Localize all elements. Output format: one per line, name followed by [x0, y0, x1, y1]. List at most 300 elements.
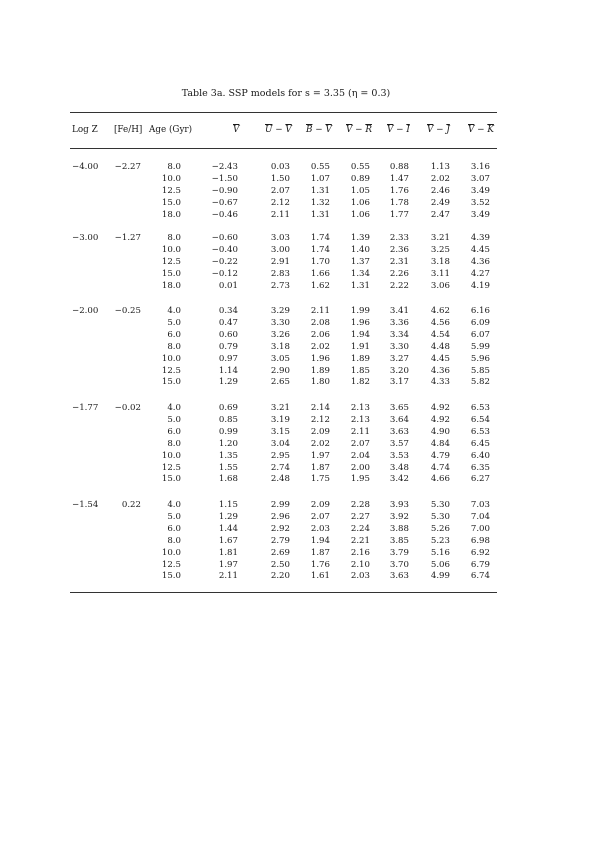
cell-u-v: 3.26 — [270, 329, 290, 340]
cell-v-r: 2.21 — [350, 535, 370, 546]
cell-v: −0.46 — [211, 209, 238, 220]
cell-feh: −0.02 — [114, 403, 141, 413]
cell-v-r: 1.91 — [350, 341, 370, 352]
cell-v-r: 2.13 — [350, 414, 370, 425]
cell-v: 1.68 — [218, 474, 238, 485]
cell-v: 1.29 — [218, 377, 238, 388]
cell-age: 8.0 — [167, 233, 181, 243]
table-row — [0, 186, 596, 198]
header-logz: Log Z — [72, 125, 98, 135]
cell-v-j: 5.16 — [430, 547, 450, 558]
cell-age: 8.0 — [167, 438, 181, 449]
cell-v-i: 3.65 — [389, 403, 409, 413]
cell-feh: −1.27 — [114, 233, 141, 243]
cell-v-j: 4.45 — [430, 353, 450, 364]
header-rule — [70, 148, 497, 149]
cell-u-v: 3.30 — [270, 317, 290, 328]
cell-v-j: 4.36 — [430, 365, 450, 376]
cell-v-j: 1.13 — [430, 162, 450, 172]
cell-v-r: 1.85 — [350, 365, 370, 376]
table-row — [0, 281, 596, 293]
header-v-k: $\overline{V} - \overline{K}$ — [468, 125, 494, 135]
cell-v-j: 4.92 — [430, 403, 450, 413]
cell-v-k: 6.40 — [470, 450, 490, 461]
cell-v-i: 3.57 — [389, 438, 409, 449]
cell-v-j: 3.11 — [430, 268, 450, 279]
cell-v-k: 6.74 — [470, 571, 490, 582]
cell-v-j: 4.33 — [430, 377, 450, 388]
cell-age: 10.0 — [161, 173, 181, 184]
cell-age: 8.0 — [167, 535, 181, 546]
cell-v-i: 3.48 — [389, 462, 409, 473]
cell-v-i: 3.93 — [389, 500, 409, 510]
cell-v-r: 1.94 — [350, 329, 370, 340]
cell-v-i: 3.30 — [389, 341, 409, 352]
cell-v: 1.15 — [218, 500, 238, 510]
cell-v-i: 3.53 — [389, 450, 409, 461]
cell-v: 0.79 — [218, 341, 238, 352]
table-row — [0, 377, 596, 389]
cell-age: 12.5 — [161, 462, 181, 473]
header-v-i: $\overline{V} - \overline{I}$ — [387, 125, 410, 135]
cell-v-k: 6.53 — [470, 426, 490, 437]
cell-b-v: 2.03 — [310, 523, 330, 534]
table-row — [0, 162, 596, 174]
cell-b-v: 1.89 — [310, 365, 330, 376]
cell-v-i: 2.33 — [389, 233, 409, 243]
cell-v-j: 3.18 — [430, 256, 450, 267]
cell-v-i: 3.79 — [389, 547, 409, 558]
cell-v: −1.50 — [211, 173, 238, 184]
cell-v-r: 2.04 — [350, 450, 370, 461]
cell-age: 12.5 — [161, 559, 181, 570]
cell-u-v: 2.91 — [270, 256, 290, 267]
cell-v-r: 1.05 — [350, 185, 370, 196]
cell-v: −2.43 — [211, 162, 238, 172]
cell-v: 2.11 — [218, 571, 238, 582]
table-row — [0, 427, 596, 439]
cell-u-v: 3.04 — [270, 438, 290, 449]
cell-v-r: 2.07 — [350, 438, 370, 449]
cell-age: 8.0 — [167, 162, 181, 172]
cell-b-v: 2.02 — [310, 438, 330, 449]
table-row — [0, 330, 596, 342]
table-row — [0, 463, 596, 475]
cell-u-v: 2.90 — [270, 365, 290, 376]
cell-age: 12.5 — [161, 365, 181, 376]
cell-b-v: 1.74 — [310, 233, 330, 243]
cell-v-i: 3.92 — [389, 511, 409, 522]
cell-v-i: 3.64 — [389, 414, 409, 425]
cell-u-v: 2.48 — [270, 474, 290, 485]
cell-v-r: 2.10 — [350, 559, 370, 570]
cell-v: −0.60 — [211, 233, 238, 243]
cell-v: 0.01 — [218, 280, 238, 291]
cell-age: 15.0 — [161, 197, 181, 208]
cell-u-v: 3.05 — [270, 353, 290, 364]
table-row — [0, 439, 596, 451]
bottom-rule — [70, 592, 497, 593]
table-row — [0, 198, 596, 210]
table-row — [0, 257, 596, 269]
cell-age: 5.0 — [167, 414, 181, 425]
cell-v-i: 3.36 — [389, 317, 409, 328]
cell-age: 10.0 — [161, 353, 181, 364]
cell-v-i: 3.41 — [389, 306, 409, 316]
cell-u-v: 2.11 — [270, 209, 290, 220]
cell-v: 0.60 — [218, 329, 238, 340]
cell-v-j: 5.30 — [430, 511, 450, 522]
cell-v-j: 4.62 — [430, 306, 450, 316]
cell-v-i: 3.85 — [389, 535, 409, 546]
header-age: Age (Gyr) — [149, 125, 193, 135]
cell-v-j: 5.30 — [430, 500, 450, 510]
cell-v-j: 4.74 — [430, 462, 450, 473]
cell-v-k: 6.92 — [470, 547, 490, 558]
cell-v-i: 3.27 — [389, 353, 409, 364]
cell-v-r: 1.37 — [350, 256, 370, 267]
cell-v-k: 4.36 — [470, 256, 490, 267]
cell-v-k: 6.54 — [470, 414, 490, 425]
cell-u-v: 3.29 — [270, 306, 290, 316]
cell-v-k: 6.98 — [470, 535, 490, 546]
cell-v-r: 2.28 — [350, 500, 370, 510]
cell-age: 4.0 — [167, 403, 181, 413]
cell-v-k: 3.49 — [470, 185, 490, 196]
cell-v-r: 1.06 — [350, 197, 370, 208]
cell-v-k: 6.79 — [470, 559, 490, 570]
cell-age: 5.0 — [167, 317, 181, 328]
cell-v: 1.20 — [218, 438, 238, 449]
cell-v-j: 4.79 — [430, 450, 450, 461]
table-row — [0, 366, 596, 378]
table-row — [0, 233, 596, 245]
cell-v: −0.90 — [211, 185, 238, 196]
cell-v-j: 5.26 — [430, 523, 450, 534]
cell-v-r: 1.39 — [350, 233, 370, 243]
table-row — [0, 174, 596, 186]
table-row — [0, 269, 596, 281]
table-caption: Table 3a. SSP models for s = 3.35 (η = 0.3) — [181, 88, 391, 99]
cell-age: 12.5 — [161, 185, 181, 196]
cell-v: 1.97 — [218, 559, 238, 570]
cell-b-v: 1.66 — [310, 268, 330, 279]
cell-b-v: 2.09 — [310, 500, 330, 510]
cell-v-i: 3.70 — [389, 559, 409, 570]
cell-v-j: 4.56 — [430, 317, 450, 328]
cell-b-v: 1.76 — [310, 559, 330, 570]
header-u-v: $\overline{U} - \overline{V}$ — [265, 125, 292, 135]
cell-u-v: 2.12 — [270, 197, 290, 208]
cell-u-v: 3.15 — [270, 426, 290, 437]
cell-v-j: 3.21 — [430, 233, 450, 243]
cell-feh: 0.22 — [121, 500, 141, 510]
cell-v-k: 4.39 — [470, 233, 490, 243]
cell-age: 5.0 — [167, 511, 181, 522]
cell-v-r: 2.16 — [350, 547, 370, 558]
cell-age: 10.0 — [161, 450, 181, 461]
cell-v-k: 6.45 — [470, 438, 490, 449]
cell-v-i: 3.34 — [389, 329, 409, 340]
cell-v-r: 1.06 — [350, 209, 370, 220]
cell-age: 8.0 — [167, 341, 181, 352]
cell-v-j: 5.06 — [430, 559, 450, 570]
cell-v-k: 5.96 — [470, 353, 490, 364]
cell-u-v: 2.50 — [270, 559, 290, 570]
cell-v: 0.99 — [218, 426, 238, 437]
cell-b-v: 2.08 — [310, 317, 330, 328]
table-row — [0, 524, 596, 536]
cell-u-v: 2.95 — [270, 450, 290, 461]
cell-b-v: 2.14 — [310, 403, 330, 413]
cell-v-i: 3.42 — [389, 474, 409, 485]
cell-v: 0.34 — [218, 306, 238, 316]
cell-v: 0.97 — [218, 353, 238, 364]
cell-v-j: 4.84 — [430, 438, 450, 449]
cell-v-k: 3.49 — [470, 209, 490, 220]
header-row — [0, 125, 596, 137]
cell-v-j: 5.23 — [430, 535, 450, 546]
cell-b-v: 1.07 — [310, 173, 330, 184]
header-b-v: $\overline{B} - \overline{V}$ — [306, 125, 332, 135]
cell-b-v: 1.75 — [310, 474, 330, 485]
cell-v: −0.67 — [211, 197, 238, 208]
cell-b-v: 2.07 — [310, 511, 330, 522]
cell-v-r: 1.96 — [350, 317, 370, 328]
cell-v-r: 1.89 — [350, 353, 370, 364]
cell-v-r: 2.03 — [350, 571, 370, 582]
table-row — [0, 536, 596, 548]
cell-v-k: 7.04 — [470, 511, 490, 522]
cell-u-v: 3.21 — [270, 403, 290, 413]
cell-v-j: 3.06 — [430, 280, 450, 291]
cell-u-v: 2.20 — [270, 571, 290, 582]
cell-b-v: 2.06 — [310, 329, 330, 340]
cell-v-i: 0.88 — [389, 162, 409, 172]
cell-u-v: 2.74 — [270, 462, 290, 473]
cell-v-j: 4.54 — [430, 329, 450, 340]
cell-v-k: 6.09 — [470, 317, 490, 328]
cell-b-v: 2.11 — [310, 306, 330, 316]
cell-v-j: 2.02 — [430, 173, 450, 184]
cell-b-v: 1.96 — [310, 353, 330, 364]
cell-age: 6.0 — [167, 426, 181, 437]
cell-logz: −1.54 — [72, 500, 99, 510]
cell-v-i: 1.47 — [389, 173, 409, 184]
table-row — [0, 512, 596, 524]
table-row — [0, 342, 596, 354]
cell-v-k: 4.45 — [470, 244, 490, 255]
cell-b-v: 1.70 — [310, 256, 330, 267]
cell-v-r: 1.99 — [350, 306, 370, 316]
table-row — [0, 571, 596, 583]
cell-u-v: 2.83 — [270, 268, 290, 279]
cell-age: 18.0 — [161, 280, 181, 291]
cell-age: 4.0 — [167, 306, 181, 316]
cell-age: 18.0 — [161, 209, 181, 220]
cell-v: 1.81 — [218, 547, 238, 558]
cell-v: −0.22 — [211, 256, 238, 267]
table-row — [0, 500, 596, 512]
cell-v-j: 2.46 — [430, 185, 450, 196]
cell-u-v: 2.73 — [270, 280, 290, 291]
cell-v-r: 0.55 — [350, 162, 370, 172]
cell-age: 4.0 — [167, 500, 181, 510]
cell-v-k: 6.53 — [470, 403, 490, 413]
cell-v: 0.69 — [218, 403, 238, 413]
cell-v-k: 3.52 — [470, 197, 490, 208]
cell-u-v: 2.92 — [270, 523, 290, 534]
cell-v-r: 2.00 — [350, 462, 370, 473]
cell-age: 10.0 — [161, 244, 181, 255]
table-row — [0, 548, 596, 560]
cell-v-j: 4.92 — [430, 414, 450, 425]
cell-v-r: 2.27 — [350, 511, 370, 522]
cell-v-k: 3.07 — [470, 173, 490, 184]
cell-v-k: 6.35 — [470, 462, 490, 473]
cell-v-j: 2.49 — [430, 197, 450, 208]
cell-v-r: 2.13 — [350, 403, 370, 413]
table-row — [0, 354, 596, 366]
cell-b-v: 2.12 — [310, 414, 330, 425]
cell-v-r: 1.95 — [350, 474, 370, 485]
cell-v: 1.14 — [218, 365, 238, 376]
cell-age: 6.0 — [167, 329, 181, 340]
cell-logz: −4.00 — [72, 162, 99, 172]
cell-v-r: 1.34 — [350, 268, 370, 279]
cell-u-v: 2.96 — [270, 511, 290, 522]
cell-v-r: 0.89 — [350, 173, 370, 184]
cell-v: 1.67 — [218, 535, 238, 546]
cell-u-v: 3.00 — [270, 244, 290, 255]
cell-u-v: 2.07 — [270, 185, 290, 196]
cell-u-v: 2.79 — [270, 535, 290, 546]
cell-b-v: 1.31 — [310, 185, 330, 196]
cell-v-k: 4.19 — [470, 280, 490, 291]
table-row — [0, 415, 596, 427]
cell-b-v: 0.55 — [310, 162, 330, 172]
cell-v-k: 4.27 — [470, 268, 490, 279]
cell-v-r: 1.40 — [350, 244, 370, 255]
cell-b-v: 1.32 — [310, 197, 330, 208]
cell-u-v: 2.99 — [270, 500, 290, 510]
cell-v-i: 2.22 — [389, 280, 409, 291]
cell-v-k: 6.07 — [470, 329, 490, 340]
cell-v-k: 5.82 — [470, 377, 490, 388]
cell-v-j: 4.66 — [430, 474, 450, 485]
cell-u-v: 3.19 — [270, 414, 290, 425]
table-row — [0, 245, 596, 257]
cell-age: 12.5 — [161, 256, 181, 267]
cell-b-v: 1.62 — [310, 280, 330, 291]
cell-v-j: 4.99 — [430, 571, 450, 582]
cell-v: 1.35 — [218, 450, 238, 461]
header-v-r: $\overline{V} - \overline{R}$ — [346, 125, 372, 135]
cell-v-i: 2.26 — [389, 268, 409, 279]
cell-age: 10.0 — [161, 547, 181, 558]
cell-age: 15.0 — [161, 377, 181, 388]
table-row — [0, 474, 596, 486]
cell-v-r: 1.31 — [350, 280, 370, 291]
cell-logz: −1.77 — [72, 403, 99, 413]
cell-feh: −2.27 — [114, 162, 141, 172]
cell-age: 15.0 — [161, 571, 181, 582]
cell-v-j: 4.90 — [430, 426, 450, 437]
cell-b-v: 1.97 — [310, 450, 330, 461]
cell-u-v: 2.65 — [270, 377, 290, 388]
cell-v: 0.47 — [218, 317, 238, 328]
cell-feh: −0.25 — [114, 306, 141, 316]
cell-v-k: 7.03 — [470, 500, 490, 510]
cell-v-i: 2.31 — [389, 256, 409, 267]
table-row — [0, 318, 596, 330]
header-feh: [Fe/H] — [114, 125, 143, 135]
cell-b-v: 2.09 — [310, 426, 330, 437]
cell-v-i: 1.77 — [389, 209, 409, 220]
cell-v-r: 1.82 — [350, 377, 370, 388]
cell-logz: −2.00 — [72, 306, 99, 316]
cell-u-v: 0.03 — [270, 162, 290, 172]
cell-v-k: 5.99 — [470, 341, 490, 352]
cell-v-k: 7.00 — [470, 523, 490, 534]
cell-u-v: 1.50 — [270, 173, 290, 184]
cell-b-v: 1.87 — [310, 462, 330, 473]
cell-b-v: 1.87 — [310, 547, 330, 558]
cell-v-k: 6.16 — [470, 306, 490, 316]
cell-logz: −3.00 — [72, 233, 99, 243]
cell-v-i: 3.20 — [389, 365, 409, 376]
cell-b-v: 1.94 — [310, 535, 330, 546]
table-row — [0, 306, 596, 318]
cell-v-k: 3.16 — [470, 162, 490, 172]
cell-v-r: 2.24 — [350, 523, 370, 534]
cell-u-v: 3.18 — [270, 341, 290, 352]
cell-b-v: 1.74 — [310, 244, 330, 255]
cell-v-i: 3.63 — [389, 571, 409, 582]
table-row — [0, 560, 596, 572]
cell-v-k: 6.27 — [470, 474, 490, 485]
cell-v-i: 3.88 — [389, 523, 409, 534]
table-row — [0, 403, 596, 415]
header-v-j: $\overline{V} - \overline{J}$ — [427, 125, 450, 135]
cell-v-k: 5.85 — [470, 365, 490, 376]
cell-age: 15.0 — [161, 268, 181, 279]
cell-b-v: 1.80 — [310, 377, 330, 388]
cell-b-v: 1.61 — [310, 571, 330, 582]
cell-age: 15.0 — [161, 474, 181, 485]
cell-v-i: 2.36 — [389, 244, 409, 255]
cell-v-j: 2.47 — [430, 209, 450, 220]
cell-age: 6.0 — [167, 523, 181, 534]
cell-v-i: 3.63 — [389, 426, 409, 437]
cell-v: −0.12 — [211, 268, 238, 279]
cell-v: 1.29 — [218, 511, 238, 522]
top-rule — [70, 112, 497, 113]
cell-u-v: 3.03 — [270, 233, 290, 243]
cell-v-i: 1.78 — [389, 197, 409, 208]
cell-v-j: 4.48 — [430, 341, 450, 352]
cell-v: −0.40 — [211, 244, 238, 255]
cell-u-v: 2.69 — [270, 547, 290, 558]
table-row — [0, 210, 596, 222]
cell-v-j: 3.25 — [430, 244, 450, 255]
cell-v: 0.85 — [218, 414, 238, 425]
cell-v-i: 3.17 — [389, 377, 409, 388]
cell-b-v: 1.31 — [310, 209, 330, 220]
cell-v: 1.44 — [218, 523, 238, 534]
table-row — [0, 451, 596, 463]
header-v: $\overline{V}$ — [233, 125, 240, 135]
